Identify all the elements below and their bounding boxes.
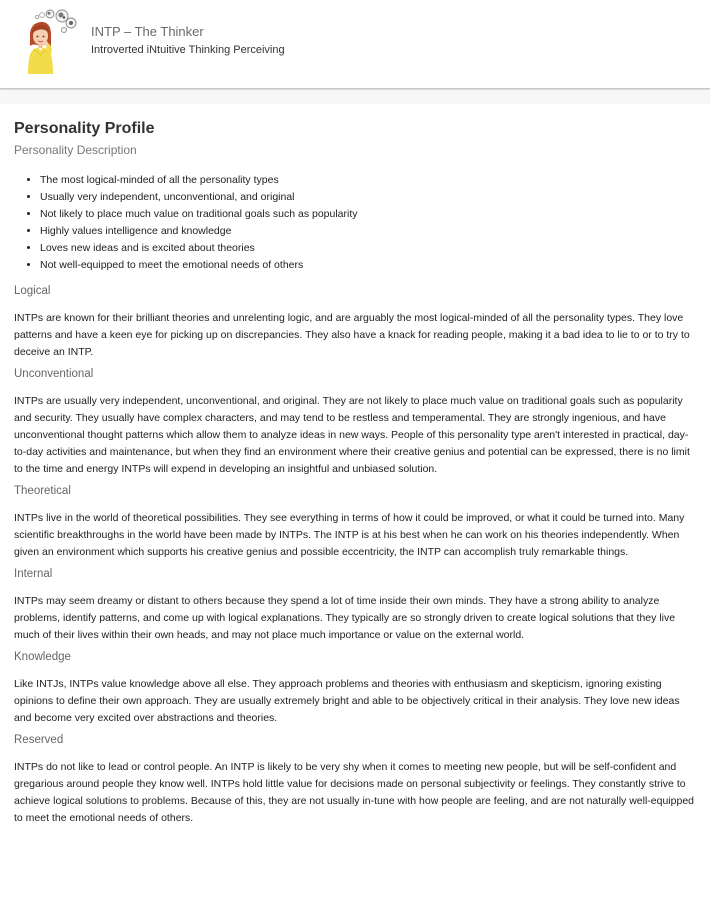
profile-content: [14, 118, 702, 832]
section-unconventional: [14, 366, 702, 478]
section-knowledge: [14, 649, 702, 727]
personality-type-subtitle: Introverted iNtuitive Thinking Perceiving: [91, 44, 285, 56]
thinking-woman-icon: [20, 8, 82, 74]
section-body: INTPs live in the world of theoretical possibilities. They see everything in terms of how it could be improved, or what it could be turned into. Many scientific breakthroughs in the world have been made by INTPs. The INTP is at his best when he can work on his theories independently. When given an environment which supports his creative genius and possible eccentricity, the INTP can accomplish truly remarkable things.: [14, 512, 685, 558]
section-heading: Reserved: [14, 734, 64, 746]
trait-list: [14, 172, 702, 274]
section-body: INTPs do not like to lead or control people. An INTP is likely to be very shy when it comes to meeting new people, but will be self-confident and gregarious around people they know well. INTPs hold little value for decisions made on personal subjectivity or feelings. They constantly strive to achieve logical solutions to problems. Because of this, they are not usually in-tune with how people are feeling, and are not naturally well-equipped to meet the emotional needs of others.: [14, 761, 694, 824]
section-logical: [14, 283, 702, 361]
section-heading: Internal: [14, 568, 53, 580]
list-item: • Highly values intelligence and knowledge: [40, 223, 702, 240]
section-theoretical: [14, 483, 702, 561]
list-item: • Not likely to place much value on traditional goals such as popularity: [40, 206, 702, 223]
section-body: INTPs are known for their brilliant theories and unrelenting logic, and are arguably the most logical-minded of all the personality types. They love patterns and have a keen eye for picking up on discrepancies. They also have a knack for reading people, making it a bad idea to lie to or to try to deceive an INTP.: [14, 312, 690, 358]
list-item: • Loves new ideas and is excited about theories: [40, 240, 702, 257]
list-item: • The most logical-minded of all the personality types: [40, 172, 702, 189]
personality-type-title: INTP – The Thinker: [91, 24, 204, 39]
section-body: INTPs may seem dreamy or distant to others because they spend a lot of time inside their own minds. They have a strong ability to analyze problems, identify patterns, and come up with logical explanations. They typically are so strongly driven to create logical solutions that they live much of their lives within their own heads, and may not place much importance or value on the external world.: [14, 595, 676, 641]
section-internal: [14, 566, 702, 644]
section-heading: Unconventional: [14, 368, 94, 380]
section-heading: Knowledge: [14, 651, 71, 663]
list-item: • Usually very independent, unconventional, and original: [40, 189, 702, 206]
page-title: Personality Profile: [14, 120, 155, 137]
section-heading: Theoretical: [14, 485, 71, 497]
section-body: INTPs are usually very independent, unconventional, and original. They are not likely to place much value on traditional goals such as popularity and security. They usually have complex characters, and may tend to be restless and temperamental. They are strongly ingenious, and have unconventional thought patterns which allow them to analyze ideas in new ways. People of this personality type aren't interested in practical, day-to-day activities and maintenance, but when they find an environment where their creative genius and potential can be expressed, there is no limit to the time and energy INTPs will expend in developing an insightful and unbiased solution.: [14, 395, 690, 475]
profile-header: [0, 0, 710, 89]
section-reserved: [14, 732, 702, 827]
section-heading: Logical: [14, 285, 51, 297]
section-body: Like INTJs, INTPs value knowledge above all else. They approach problems and theories with enthusiasm and skepticism, ignoring existing opinions to define their own approach. They are usually extremely bright and able to be objectively critical in their analysis. They love new ideas and become very excited over abstractions and theories.: [14, 678, 680, 724]
page-subtitle: Personality Description: [14, 143, 137, 157]
header-separator: [0, 90, 710, 104]
list-item: • Not well-equipped to meet the emotional needs of others: [40, 257, 702, 274]
